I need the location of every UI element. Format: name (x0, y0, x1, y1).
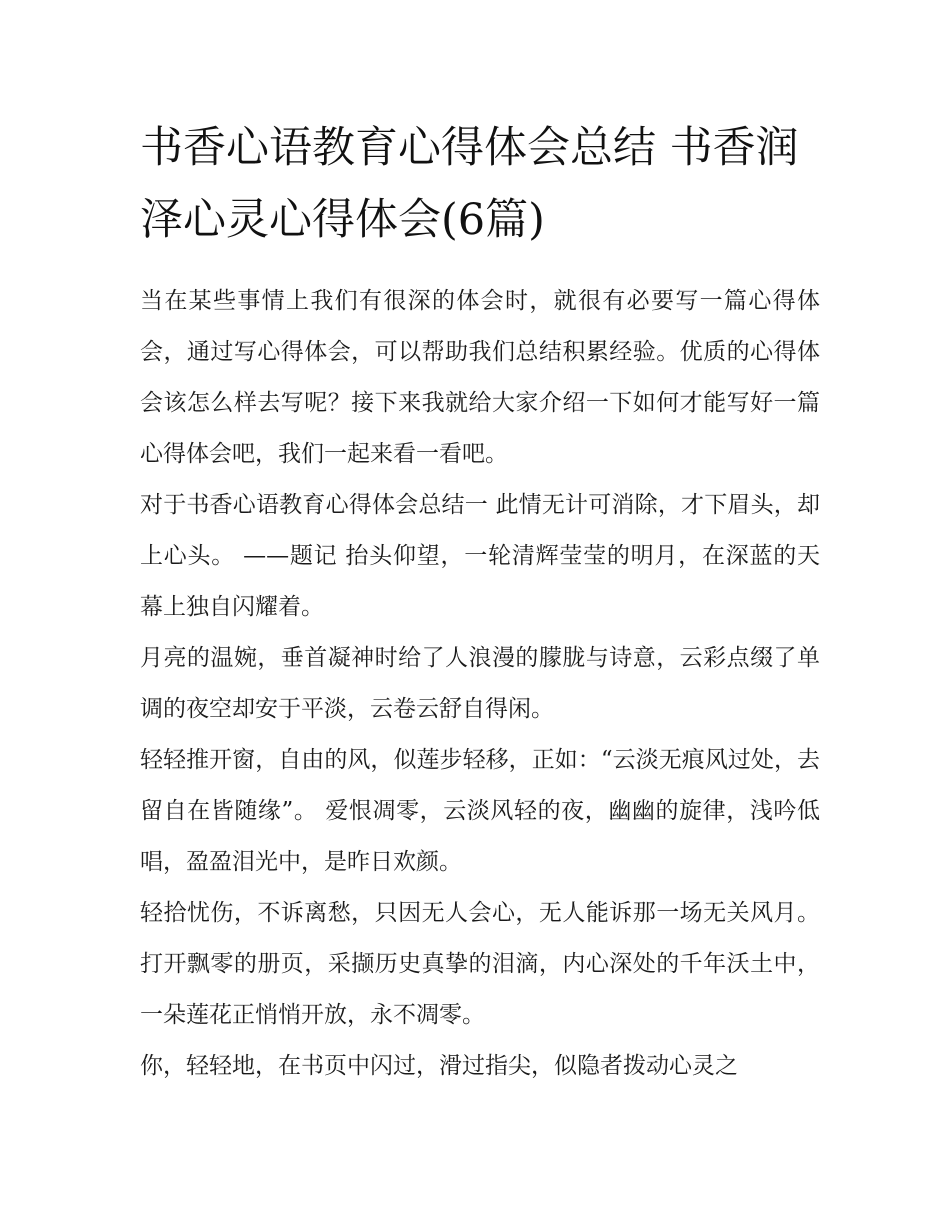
paragraph-4: 轻拾忧伤，不诉离愁，只因无人会心，无人能诉那一场无关风月。 打开飘零的册页，采撷历史真挚的泪滴，内心深处的千年沃土中，一朵莲花正悄悄开放，永不凋零。 (140, 900, 820, 1028)
document-content (140, 112, 820, 1092)
document-body (140, 276, 820, 1092)
paragraph-2: 月亮的温婉，垂首凝神时给了人浪漫的朦胧与诗意，云彩点缀了单调的夜空却安于平淡，云卷云舒自得闲。 (140, 645, 820, 722)
document-title: 书香心语教育心得体会总结 书香润泽心灵心得体会(6篇) (140, 123, 799, 245)
paragraph-5: 你，轻轻地，在书页中闪过，滑过指尖，似隐者拨动心灵之 (140, 1053, 738, 1079)
paragraph-3: 轻轻推开窗，自由的风，似莲步轻移，正如：“云淡无痕风过处，去留自在皆随缘”。 爱恨凋零，云淡风轻的夜，幽幽的旋律，浅吟低唱，盈盈泪光中，是昨日欢颜。 (140, 747, 820, 875)
paragraph-intro: 当在某些事情上我们有很深的体会时，就很有必要写一篇心得体会，通过写心得体会，可以帮助我们总结积累经验。优质的心得体会该怎么样去写呢？接下来我就给大家介绍一下如何才能写好一篇心得体会吧，我们一起来看一看吧。 (140, 288, 820, 467)
paragraph-1: 对于书香心语教育心得体会总结一 此情无计可消除，才下眉头，却上心头。 ——题记 抬头仰望，一轮清辉莹莹的明月，在深蓝的天幕上独自闪耀着。 (140, 492, 820, 620)
